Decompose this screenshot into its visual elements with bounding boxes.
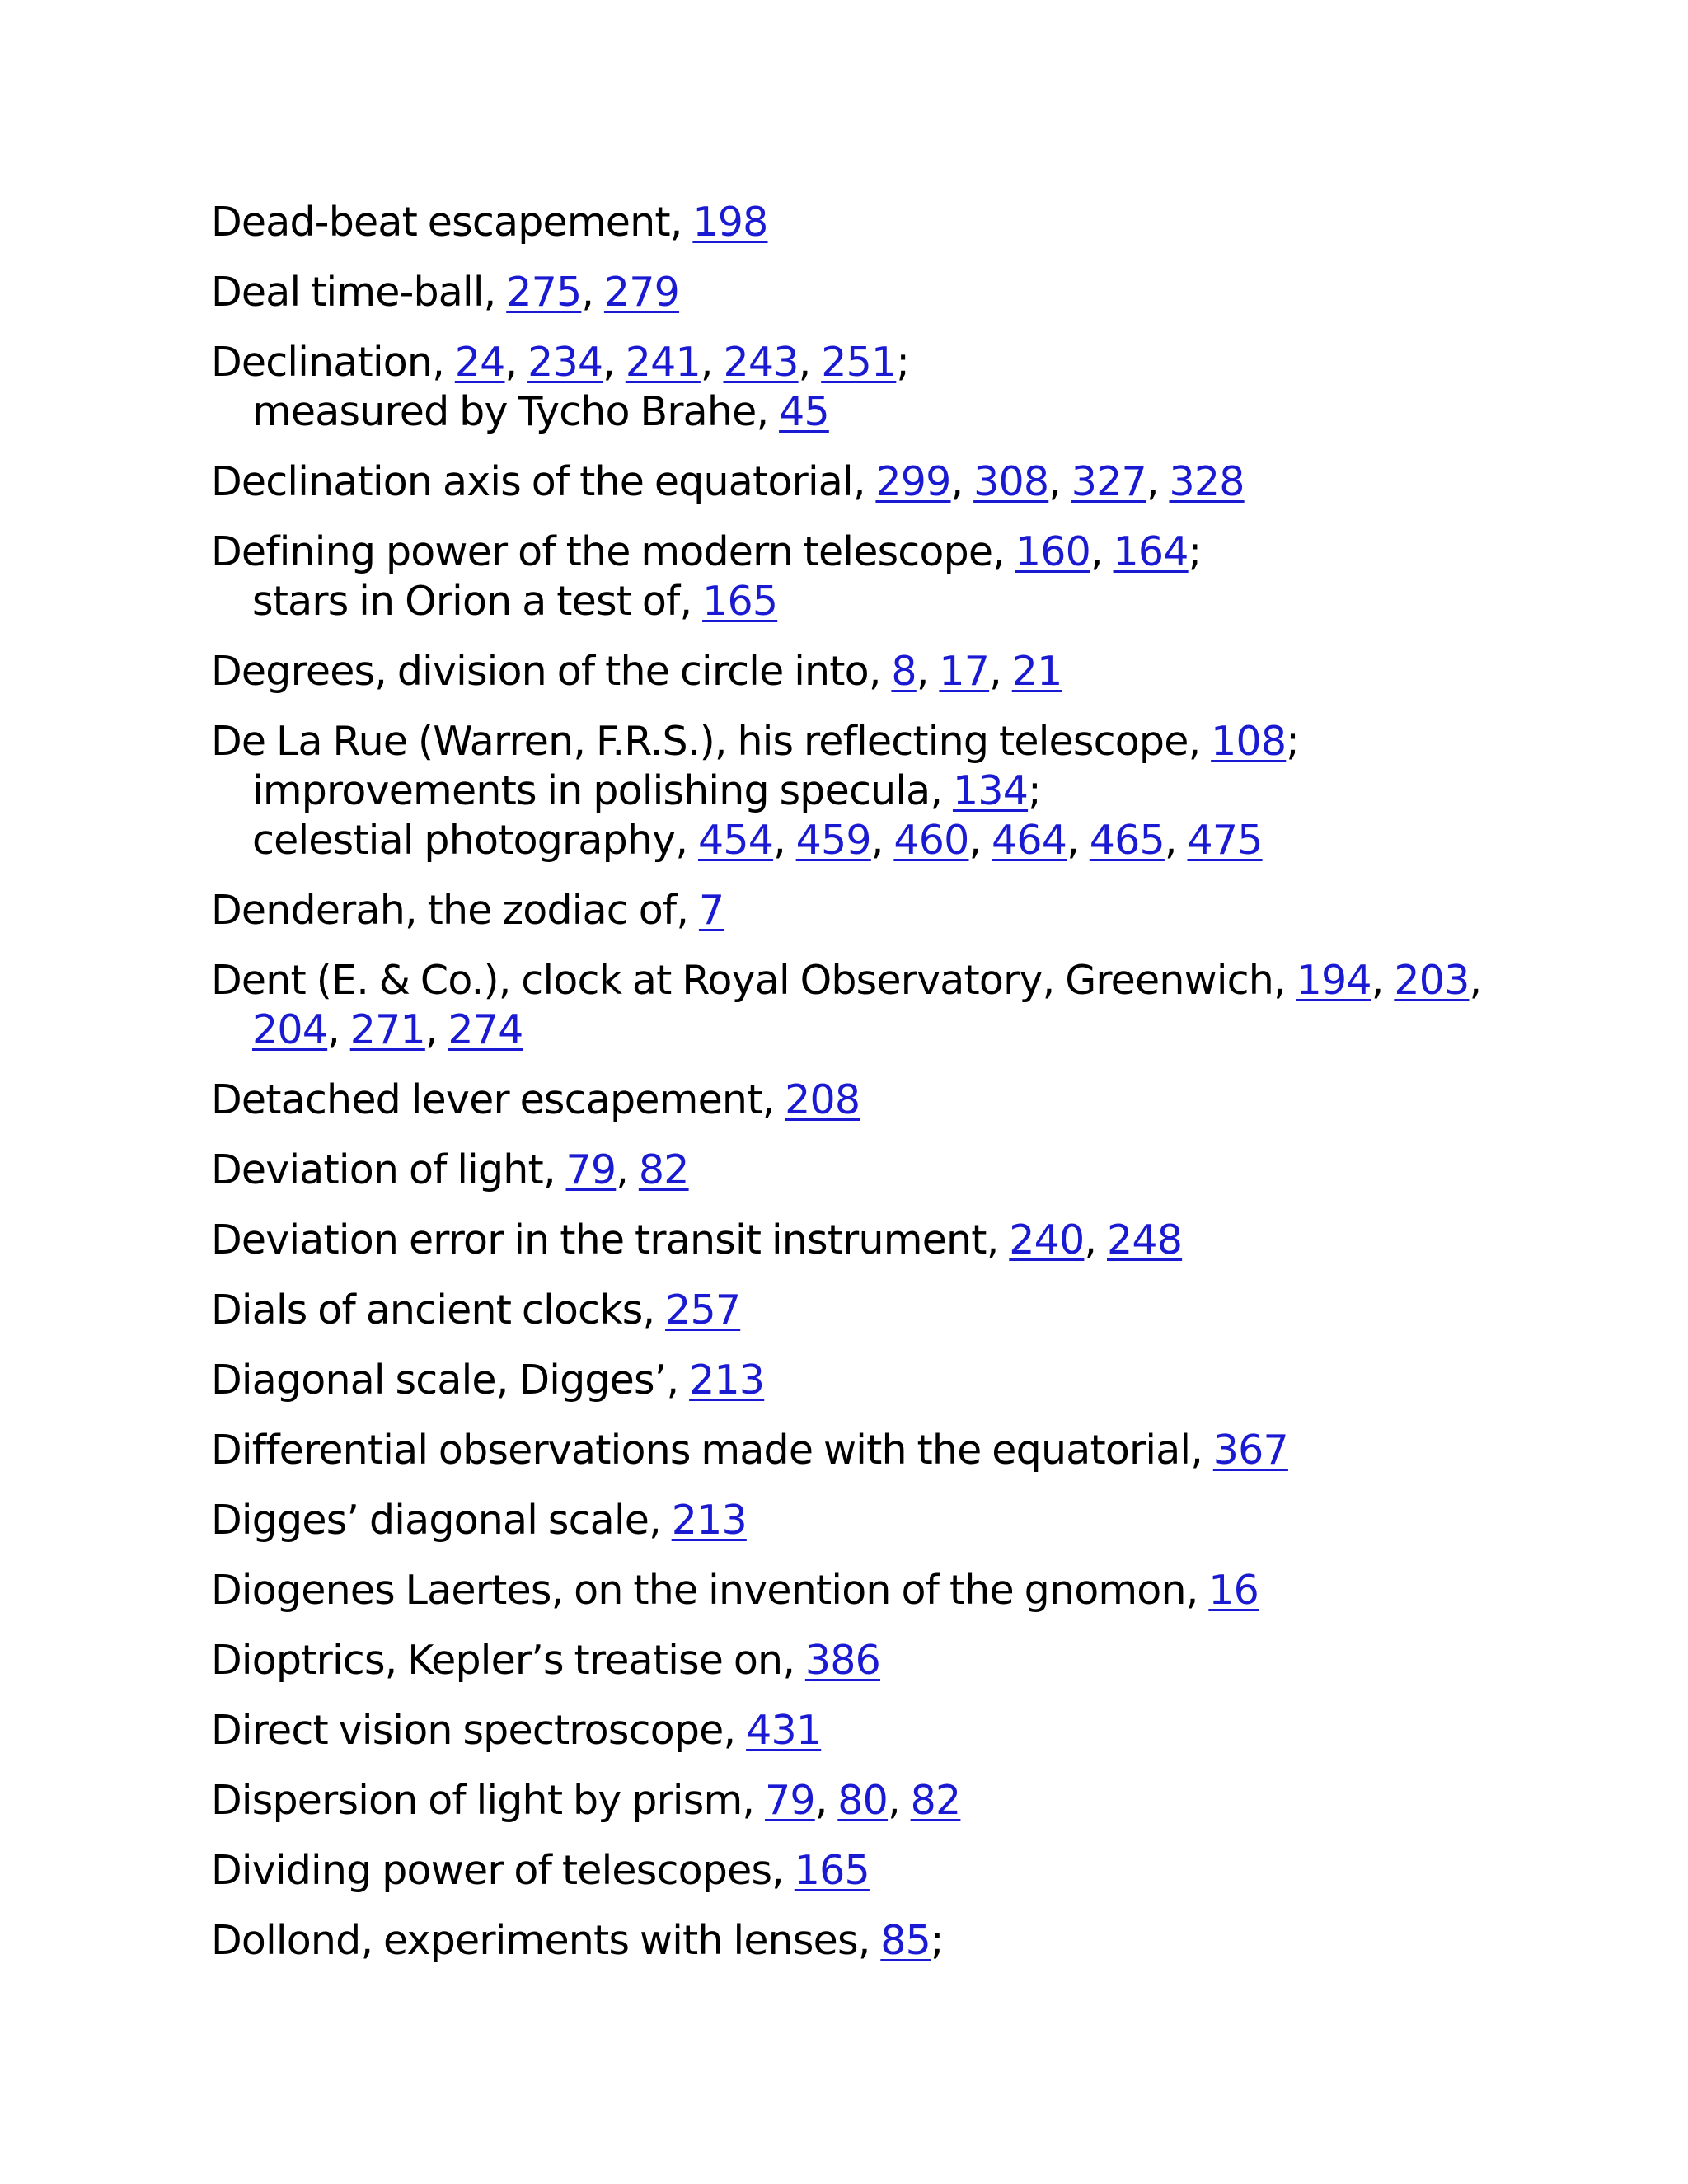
page-link[interactable]: 79 <box>764 1777 815 1824</box>
entry-text: stars in Orion a test of, <box>252 578 703 625</box>
page-link[interactable]: 164 <box>1113 528 1189 575</box>
index-list <box>211 198 1563 1986</box>
page-link[interactable]: 299 <box>875 458 951 505</box>
page-link[interactable]: 460 <box>893 817 969 864</box>
page-link[interactable]: 24 <box>454 339 505 386</box>
page-link[interactable]: 240 <box>1009 1216 1085 1263</box>
index-heading <box>211 1917 944 1964</box>
entry-text: De La Rue (Warren, F.R.S.), his reflecting telescope, <box>211 718 1212 765</box>
index-heading <box>211 528 1201 575</box>
page-link[interactable]: 475 <box>1187 817 1263 864</box>
index-entry <box>211 886 1563 935</box>
entry-text: Dent (E. & Co.), clock at Royal Observatory, Greenwich, <box>211 957 1296 1004</box>
page-link[interactable]: 279 <box>603 269 680 316</box>
entry-text: , <box>773 817 796 864</box>
page-link[interactable]: 454 <box>697 817 774 864</box>
entry-text: Direct vision spectroscope, <box>211 1707 747 1754</box>
index-heading <box>211 1216 1182 1263</box>
entry-text: Declination axis of the equatorial, <box>211 458 876 505</box>
index-entry <box>211 1916 1563 1966</box>
page-link[interactable]: 134 <box>952 767 1029 814</box>
entry-text: , <box>950 458 974 505</box>
entry-text: Deviation error in the transit instrument, <box>211 1216 1010 1263</box>
entry-text: , <box>870 817 894 864</box>
index-heading <box>211 1637 880 1684</box>
page-link[interactable]: 234 <box>528 339 603 386</box>
page-link[interactable]: 85 <box>880 1917 931 1964</box>
entry-text: , <box>989 648 1012 695</box>
index-heading <box>211 1427 1288 1474</box>
entry-text: Diogenes Laertes, on the invention of the gnomon, <box>211 1567 1209 1614</box>
entry-text: , <box>1090 528 1114 575</box>
index-entry <box>211 1776 1563 1825</box>
page-link[interactable]: 213 <box>689 1357 765 1404</box>
page-link[interactable]: 16 <box>1208 1567 1259 1614</box>
index-heading <box>211 648 1062 695</box>
index-entry <box>211 198 1563 247</box>
index-entry <box>211 338 1563 437</box>
entry-text: Diagonal scale, Digges’, <box>211 1357 690 1404</box>
page-link[interactable]: 241 <box>625 339 701 386</box>
page-link[interactable]: 251 <box>821 339 897 386</box>
index-entry <box>211 1426 1563 1475</box>
index-subentry <box>211 577 1563 626</box>
index-heading <box>211 458 1245 505</box>
index-entry <box>211 1846 1563 1896</box>
page-link[interactable]: 248 <box>1106 1216 1183 1263</box>
index-heading <box>211 1567 1259 1614</box>
entry-text: , <box>916 648 940 695</box>
entry-text: Defining power of the modern telescope, <box>211 528 1015 575</box>
entry-text: , <box>1067 817 1090 864</box>
entry-text: , <box>1371 957 1395 1004</box>
index-heading <box>211 1146 689 1193</box>
index-heading <box>211 1357 764 1404</box>
entry-text: ; <box>1286 718 1299 765</box>
index-entry <box>211 1496 1563 1545</box>
entry-text: , <box>603 339 626 386</box>
page-link[interactable]: 194 <box>1296 957 1372 1004</box>
entry-text: Dioptrics, Kepler’s treatise on, <box>211 1637 805 1684</box>
entry-text: Digges’ diagonal scale, <box>211 1497 672 1544</box>
index-heading <box>211 887 724 934</box>
page-link[interactable]: 165 <box>794 1847 870 1894</box>
index-heading <box>211 718 1299 765</box>
page-link[interactable]: 165 <box>702 578 778 625</box>
entry-text: ; <box>896 339 910 386</box>
page-link[interactable]: 243 <box>723 339 799 386</box>
index-heading <box>211 1847 870 1894</box>
index-entry <box>211 956 1563 1055</box>
page-link[interactable]: 8 <box>891 648 917 695</box>
page-link[interactable]: 160 <box>1015 528 1090 575</box>
page-link[interactable]: 328 <box>1169 458 1245 505</box>
index-entry <box>211 457 1563 507</box>
entry-text: Denderah, the zodiac of, <box>211 887 699 934</box>
entry-text: Detached lever escapement, <box>211 1076 785 1123</box>
index-entry <box>211 268 1563 317</box>
index-heading <box>211 199 768 246</box>
entry-text: , <box>814 1777 838 1824</box>
entry-text: , <box>1146 458 1170 505</box>
entry-text: Declination, <box>211 339 455 386</box>
entry-text: Deal time-ball, <box>211 269 507 316</box>
page-link[interactable]: 459 <box>795 817 871 864</box>
entry-text: Deviation of light, <box>211 1146 566 1193</box>
entry-text: , <box>1164 817 1188 864</box>
entry-text: ; <box>931 1917 944 1964</box>
page-link[interactable]: 82 <box>910 1777 961 1824</box>
page-link[interactable]: 80 <box>837 1777 889 1824</box>
entry-text: Dispersion of light by prism, <box>211 1777 765 1824</box>
entry-text: Dividing power of telescopes, <box>211 1847 795 1894</box>
index-heading <box>211 957 1481 1004</box>
index-heading <box>211 1707 821 1754</box>
index-entry <box>211 527 1563 626</box>
page-link[interactable]: 367 <box>1212 1427 1288 1474</box>
entry-text: Dials of ancient clocks, <box>211 1286 666 1333</box>
page-link[interactable]: 464 <box>992 817 1067 864</box>
index-subentry <box>211 387 1563 437</box>
entry-text: Degrees, division of the circle into, <box>211 648 892 695</box>
index-heading <box>211 1777 960 1824</box>
entry-text: Dollond, experiments with lenses, <box>211 1917 881 1964</box>
page-link[interactable]: 308 <box>973 458 1049 505</box>
index-heading <box>211 339 909 386</box>
entry-text: measured by Tycho Brahe, <box>252 388 780 435</box>
page-link[interactable]: 257 <box>665 1286 741 1333</box>
index-heading <box>211 1497 747 1544</box>
page-link[interactable]: 213 <box>671 1497 747 1544</box>
page-link[interactable]: 198 <box>692 199 768 246</box>
index-entry <box>211 717 1563 865</box>
page-link[interactable]: 17 <box>939 648 990 695</box>
entry-text: , <box>424 1006 448 1053</box>
entry-text: Dead-beat escapement, <box>211 199 693 246</box>
page-link[interactable]: 108 <box>1211 718 1287 765</box>
index-entry <box>211 1636 1563 1685</box>
entry-text: , <box>888 1777 911 1824</box>
entry-text: ; <box>1028 767 1041 814</box>
entry-text: , <box>327 1006 350 1053</box>
entry-text: , <box>581 269 604 316</box>
entry-text: ; <box>1188 528 1202 575</box>
entry-text: , <box>1048 458 1071 505</box>
index-entry <box>211 1216 1563 1265</box>
page-link[interactable]: 274 <box>448 1006 523 1053</box>
index-entry <box>211 1076 1563 1125</box>
page-link[interactable]: 204 <box>252 1006 328 1053</box>
page-link[interactable]: 386 <box>804 1637 881 1684</box>
page-link[interactable]: 21 <box>1011 648 1062 695</box>
page-link[interactable]: 431 <box>746 1707 822 1754</box>
page-link[interactable]: 275 <box>506 269 582 316</box>
entry-text: , <box>616 1146 639 1193</box>
index-subentry <box>211 1005 1563 1055</box>
entry-text: Differential observations made with the equatorial, <box>211 1427 1213 1474</box>
index-heading <box>211 269 679 316</box>
page-link[interactable]: 208 <box>785 1076 860 1123</box>
entry-text: , <box>700 339 724 386</box>
index-entry <box>211 647 1563 696</box>
page-link[interactable]: 79 <box>565 1146 617 1193</box>
index-heading <box>211 1286 740 1333</box>
entry-text: , <box>968 817 992 864</box>
entry-text: celestial photography, <box>252 817 698 864</box>
index-entry <box>211 1146 1563 1195</box>
index-heading <box>211 1076 860 1123</box>
entry-text: , <box>1469 957 1482 1004</box>
page-link[interactable]: 203 <box>1394 957 1470 1004</box>
index-entry <box>211 1286 1563 1335</box>
index-subentry <box>211 766 1563 816</box>
index-subentry <box>211 816 1563 865</box>
entry-text: , <box>504 339 528 386</box>
page-link[interactable]: 271 <box>349 1006 425 1053</box>
page-link[interactable]: 7 <box>698 887 724 934</box>
index-entry <box>211 1566 1563 1615</box>
index-entry <box>211 1706 1563 1755</box>
entry-text: , <box>798 339 822 386</box>
entry-text: , <box>1084 1216 1107 1263</box>
entry-text: improvements in polishing specula, <box>252 767 953 814</box>
page-link[interactable]: 465 <box>1089 817 1165 864</box>
index-entry <box>211 1356 1563 1405</box>
page-link[interactable]: 82 <box>638 1146 689 1193</box>
page-link[interactable]: 45 <box>779 388 829 435</box>
page-link[interactable]: 327 <box>1071 458 1146 505</box>
